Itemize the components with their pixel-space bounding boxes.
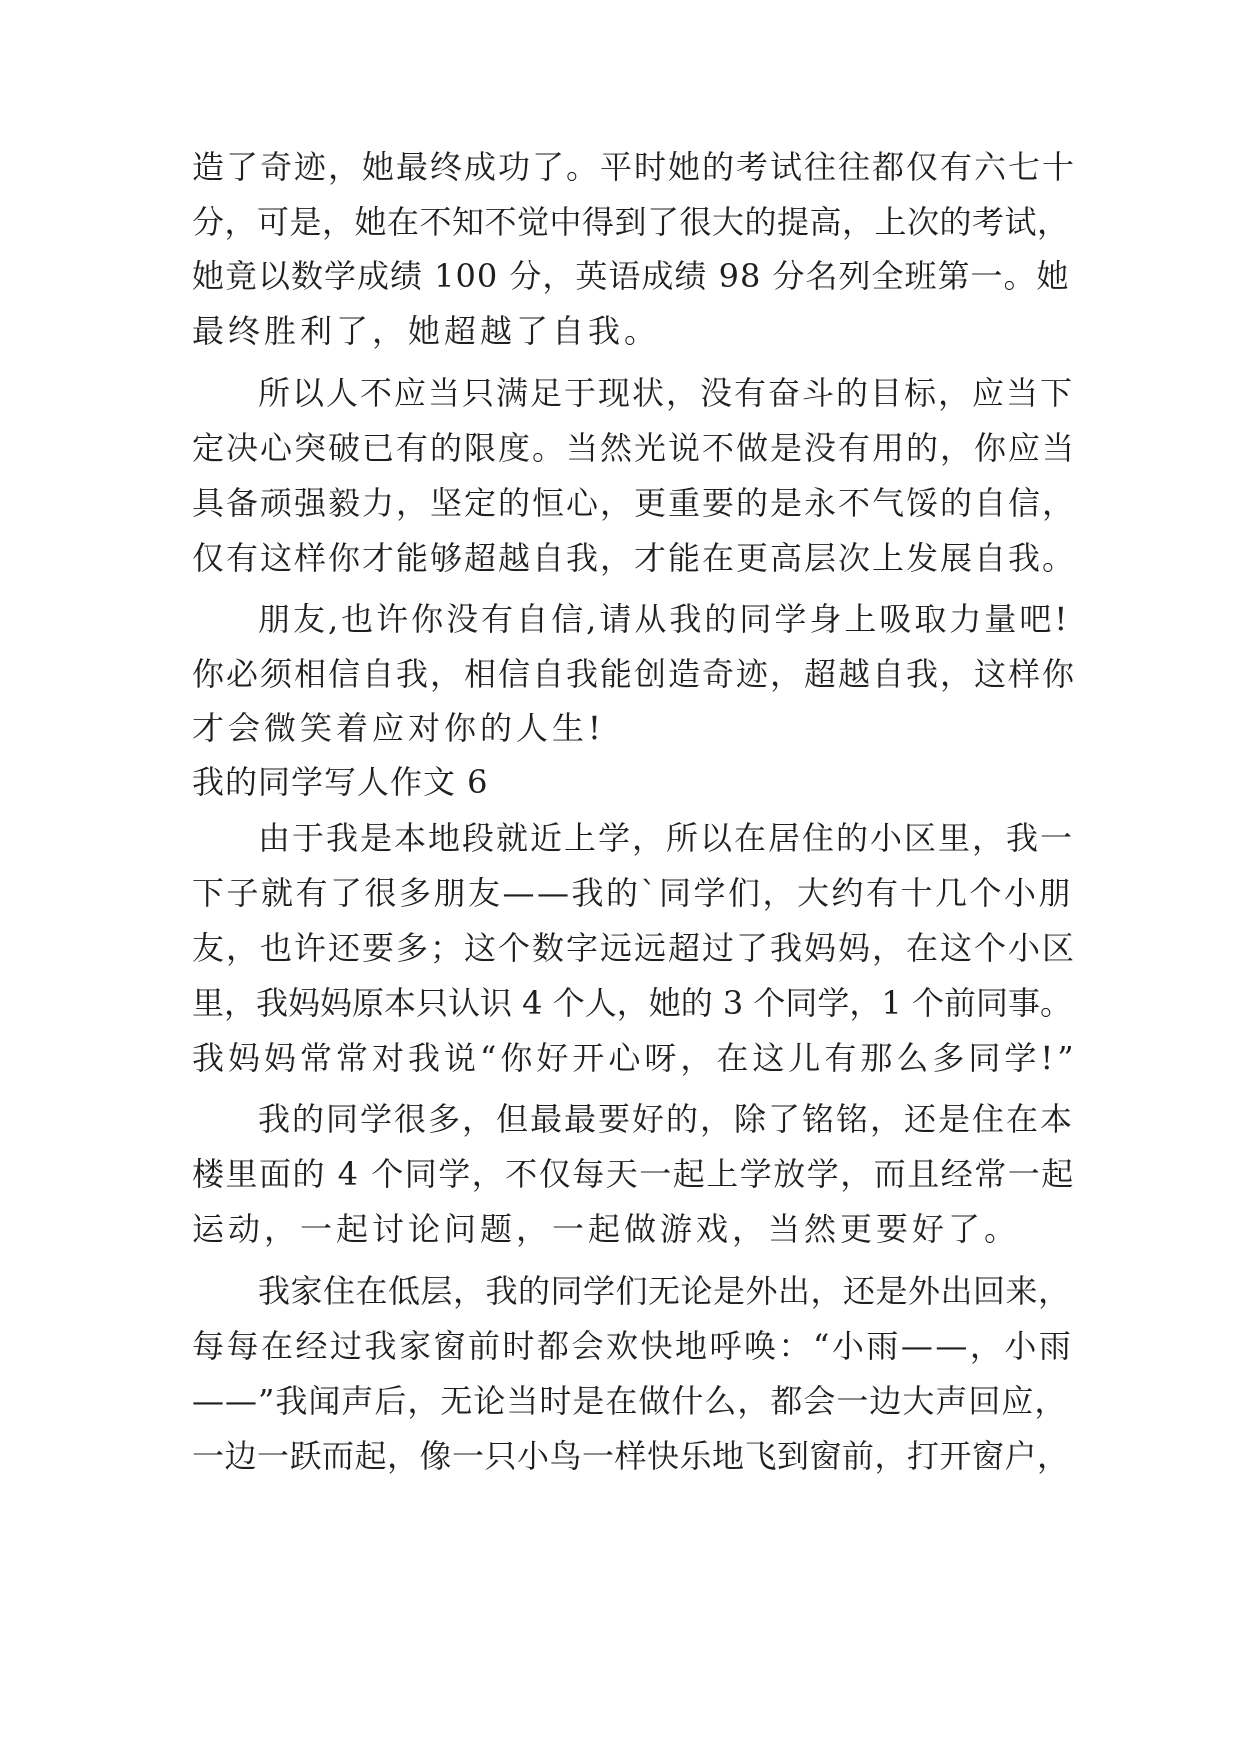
text-line: 友，也许还要多；这个数字远远超过了我妈妈，在这个小区 <box>192 929 1077 967</box>
text-line: 最终胜利了，她超越了自我。 <box>192 312 661 350</box>
paragraph-first-line: 我的同学很多，但最最要好的，除了铭铭，还是住在本 <box>258 1100 1075 1138</box>
text-line: 具备顽强毅力，坚定的恒心，更重要的是永不气馁的自信， <box>192 484 1077 522</box>
text-line: 楼里面的 4 个同学，不仅每天一起上学放学，而且经常一起 <box>192 1155 1075 1193</box>
paragraph-first-line: 所以人不应当只满足于现状，没有奋斗的目标，应当下 <box>258 374 1075 412</box>
text-line: 下子就有了很多朋友——我的`同学们，大约有十几个小朋 <box>192 874 1074 912</box>
text-line: 仅有这样你才能够超越自我，才能在更高层次上发展自我。 <box>192 539 1077 577</box>
paragraph-first-line: 朋友,也许你没有自信,请从我的同学身上吸取力量吧! <box>258 600 1071 638</box>
text-line: 一边一跃而起，像一只小鸟一样快乐地飞到窗前，打开窗户， <box>192 1437 1070 1475</box>
paragraph-first-line: 我家住在低层，我的同学们无论是外出，还是外出回来， <box>258 1272 1071 1310</box>
text-line: 才会微笑着应对你的人生! <box>192 709 605 747</box>
text-line: 你必须相信自我，相信自我能创造奇迹，超越自我，这样你 <box>192 655 1077 693</box>
text-line: 里，我妈妈原本只认识 4 个人，她的 3 个同学，1 个前同事。 <box>192 984 1072 1022</box>
text-line: 我妈妈常常对我说“你好开心呀，在这儿有那么多同学!” <box>192 1039 1078 1077</box>
section-heading: 我的同学写人作文 6 <box>192 763 489 801</box>
paragraph-first-line: 由于我是本地段就近上学，所以在居住的小区里，我一 <box>258 819 1075 857</box>
text-line: 她竟以数学成绩 100 分，英语成绩 98 分名列全班第一。她 <box>192 257 1070 295</box>
text-line: 运动，一起讨论问题，一起做游戏，当然更要好了。 <box>192 1210 1021 1248</box>
text-line: 造了奇迹，她最终成功了。平时她的考试往往都仅有六七十 <box>192 148 1077 186</box>
text-line: 每每在经过我家窗前时都会欢快地呼唤：“小雨——，小雨 <box>192 1327 1074 1365</box>
text-line: 分，可是，她在不知不觉中得到了很大的提高，上次的考试， <box>192 203 1070 241</box>
text-line: ——”我闻声后，无论当时是在做什么，都会一边大声回应， <box>192 1382 1068 1420</box>
text-line: 定决心突破已有的限度。当然光说不做是没有用的，你应当 <box>192 429 1077 467</box>
